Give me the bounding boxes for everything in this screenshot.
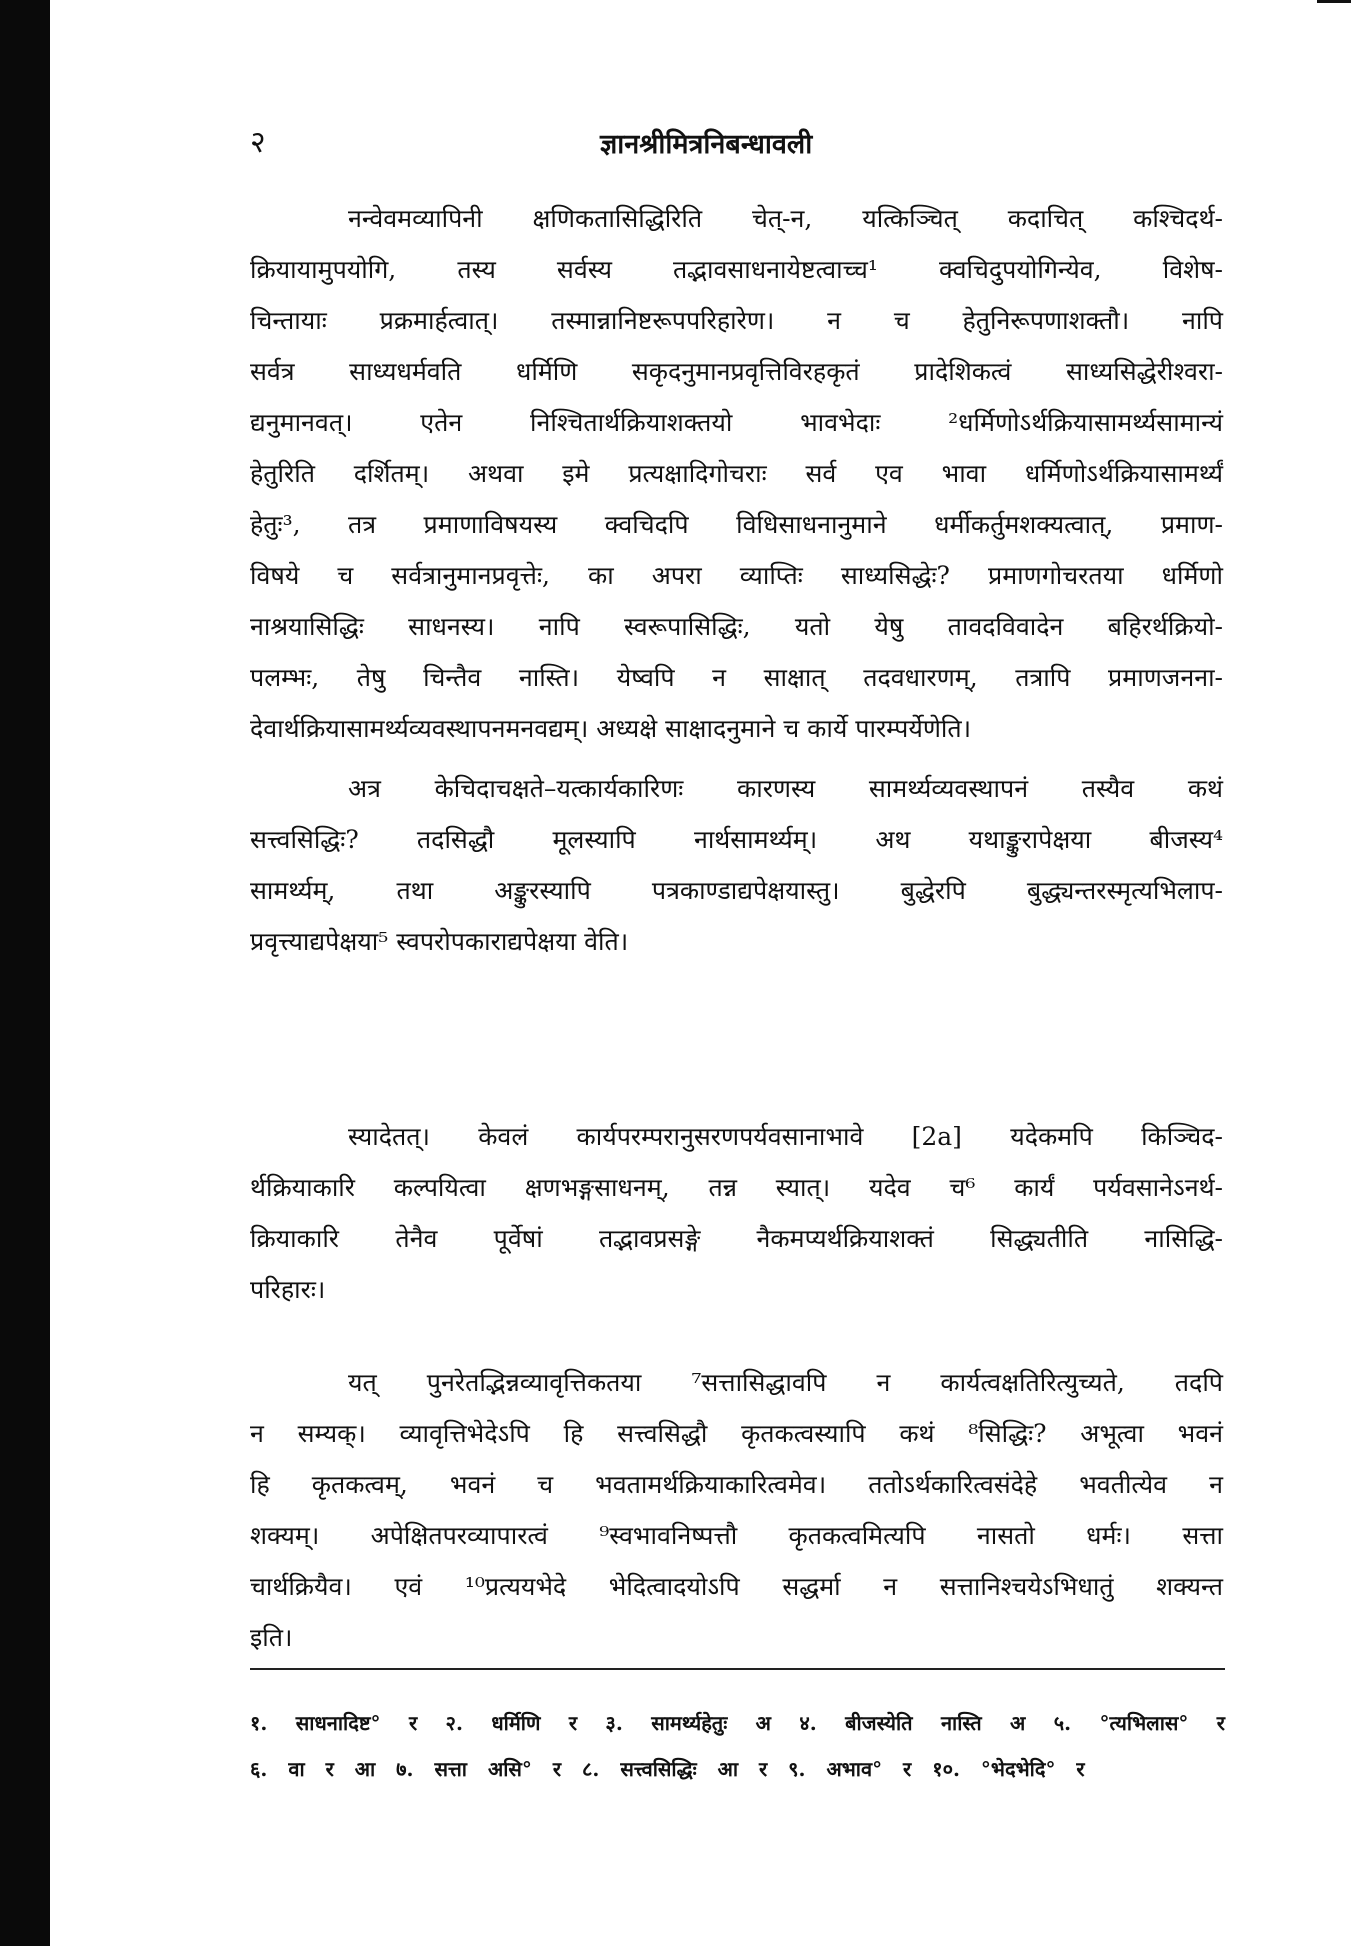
running-title: ज्ञानश्रीमित्रनिबन्धावली <box>600 129 813 160</box>
footnotes <box>250 1700 1225 1792</box>
text-line: क्रियायामुपयोगि, तस्य सर्वस्य तद्भावसाधनायेष्टत्वाच्च¹ क्वचिदुपयोगिन्येव, विशेष- <box>250 255 1223 284</box>
text-line: न सम्यक्। व्यावृत्तिभेदेऽपि हि सत्त्वसिद्धौ कृतकत्वस्यापि कथं ⁸सिद्धिः? अभूत्वा भवनं <box>250 1419 1223 1448</box>
footnote-divider <box>250 1668 1225 1670</box>
scan-binding-shadow <box>0 0 50 1946</box>
text-line: सर्वत्र साध्यधर्मवति धर्मिणि सकृदनुमानप्रवृत्तिविरहकृतं प्रादेशिकत्वं साध्यसिद्धेरीश्वरा- <box>250 357 1223 386</box>
text-line: हि कृतकत्वम्, भवनं च भवतामर्थक्रियाकारित्वमेव। ततोऽर्थकारित्वसंदेहे भवतीत्येव न <box>250 1470 1223 1499</box>
text-line: चिन्तायाः प्रक्रमार्हत्वात्। तस्मान्नानिष्टरूपपरिहारेण। न च हेतुनिरूपणाशक्तौ। नापि <box>250 306 1223 335</box>
footnote-line: १. साधनादिष्ट° र २. धर्मिणि र ३. सामर्थ्यहेतुः अ ४. बीजस्येति नास्ति अ ५. °त्यभिलास° र <box>250 1711 1225 1735</box>
paragraph-3 <box>250 1111 1223 1315</box>
text-line: र्थक्रियाकारि कल्पयित्वा क्षणभङ्गसाधनम्, तन्न स्यात्। यदेव च⁶ कार्यं पर्यवसानेऽनर्थ- <box>250 1173 1223 1202</box>
page-number: २ <box>250 125 266 160</box>
text-line: शक्यम्। अपेक्षितपरव्यापारत्वं ⁹स्वभावनिष्पत्तौ कृतकत्वमित्यपि नासतो धर्मः। सत्ता <box>250 1521 1223 1550</box>
text-line: सत्त्वसिद्धिः? तदसिद्धौ मूलस्यापि नार्थसामर्थ्यम्। अथ यथाङ्कुरापेक्षया बीजस्य⁴ <box>250 825 1223 854</box>
text-line: सामर्थ्यम्, तथा अङ्कुरस्यापि पत्रकाण्डाद्यपेक्षयास्तु। बुद्धेरपि बुद्ध्यन्तरस्मृत्यभिलाप- <box>250 876 1223 905</box>
text-line: देवार्थक्रियासामर्थ्यव्यवस्थापनमनवद्यम्। अध्यक्षे साक्षादनुमाने च कार्ये पारम्पर्येणेति। <box>250 714 972 743</box>
footnote-line: ६. वा र आ ७. सत्ता असि° र ८. सत्त्वसिद्धिः आ र ९. अभाव° र १०. °भेदभेदि° र <box>250 1757 1085 1781</box>
paragraph-4 <box>250 1357 1223 1663</box>
text-line: हेतुरिति दर्शितम्। अथवा इमे प्रत्यक्षादिगोचराः सर्व एव भावा धर्मिणोऽर्थक्रियासामर्थ्यं <box>250 459 1223 488</box>
text-line: परिहारः। <box>250 1275 326 1304</box>
text-line: स्यादेतत्। केवलं कार्यपरम्परानुसरणपर्यवसानाभावे [2a] यदेकमपि किञ्चिद- <box>348 1122 1223 1151</box>
text-line: इति। <box>250 1623 293 1652</box>
scan-edge-mark <box>1317 0 1351 3</box>
paragraph-1 <box>250 193 1223 754</box>
text-line: क्रियाकारि तेनैव पूर्वेषां तद्भावप्रसङ्गे नैकमप्यर्थक्रियाशक्तं सिद्ध्यतीति नासिद्धि- <box>250 1224 1223 1253</box>
text-line: विषये च सर्वत्रानुमानप्रवृत्तेः, का अपरा व्याप्तिः साध्यसिद्धेः? प्रमाणगोचरतया धर्मिणो <box>250 561 1223 590</box>
text-line: नाश्रयासिद्धिः साधनस्य। नापि स्वरूपासिद्धिः, यतो येषु तावदविवादेन बहिरर्थक्रियो- <box>250 612 1223 641</box>
text-line: हेतुः³, तत्र प्रमाणाविषयस्य क्वचिदपि विधिसाधनानुमाने धर्मीकर्तुमशक्यत्वात्, प्रमाण- <box>250 510 1223 539</box>
text-line: यत् पुनरेतद्भिन्नव्यावृत्तिकतया ⁷सत्तासिद्धावपि न कार्यत्वक्षतिरित्युच्यते, तदपि <box>348 1368 1223 1397</box>
text-line: प्रवृत्त्याद्यपेक्षया⁵ स्वपरोपकाराद्यपेक्षया वेति। <box>250 927 629 956</box>
text-line: अत्र केचिदाचक्षते–यत्कार्यकारिणः कारणस्य सामर्थ्यव्यवस्थापनं तस्यैव कथं <box>348 774 1223 803</box>
text-line: द्यनुमानवत्। एतेन निश्चितार्थक्रियाशक्तयो भावभेदाः ²धर्मिणोऽर्थक्रियासामर्थ्यसामान्यं <box>250 408 1223 437</box>
paragraph-2 <box>250 763 1223 967</box>
text-line: पलम्भः, तेषु चिन्तैव नास्ति। येष्वपि न साक्षात् तदवधारणम्, तत्रापि प्रमाणजनना- <box>250 663 1223 692</box>
text-line: नन्वेवमव्यापिनी क्षणिकतासिद्धिरिति चेत्-न, यत्किञ्चित् कदाचित् कश्चिदर्थ- <box>348 204 1223 233</box>
text-line: चार्थक्रियैव। एवं ¹⁰प्रत्ययभेदे भेदित्वादयोऽपि सद्धर्मा न सत्तानिश्चयेऽभिधातुं शक्यन्त <box>250 1572 1223 1601</box>
